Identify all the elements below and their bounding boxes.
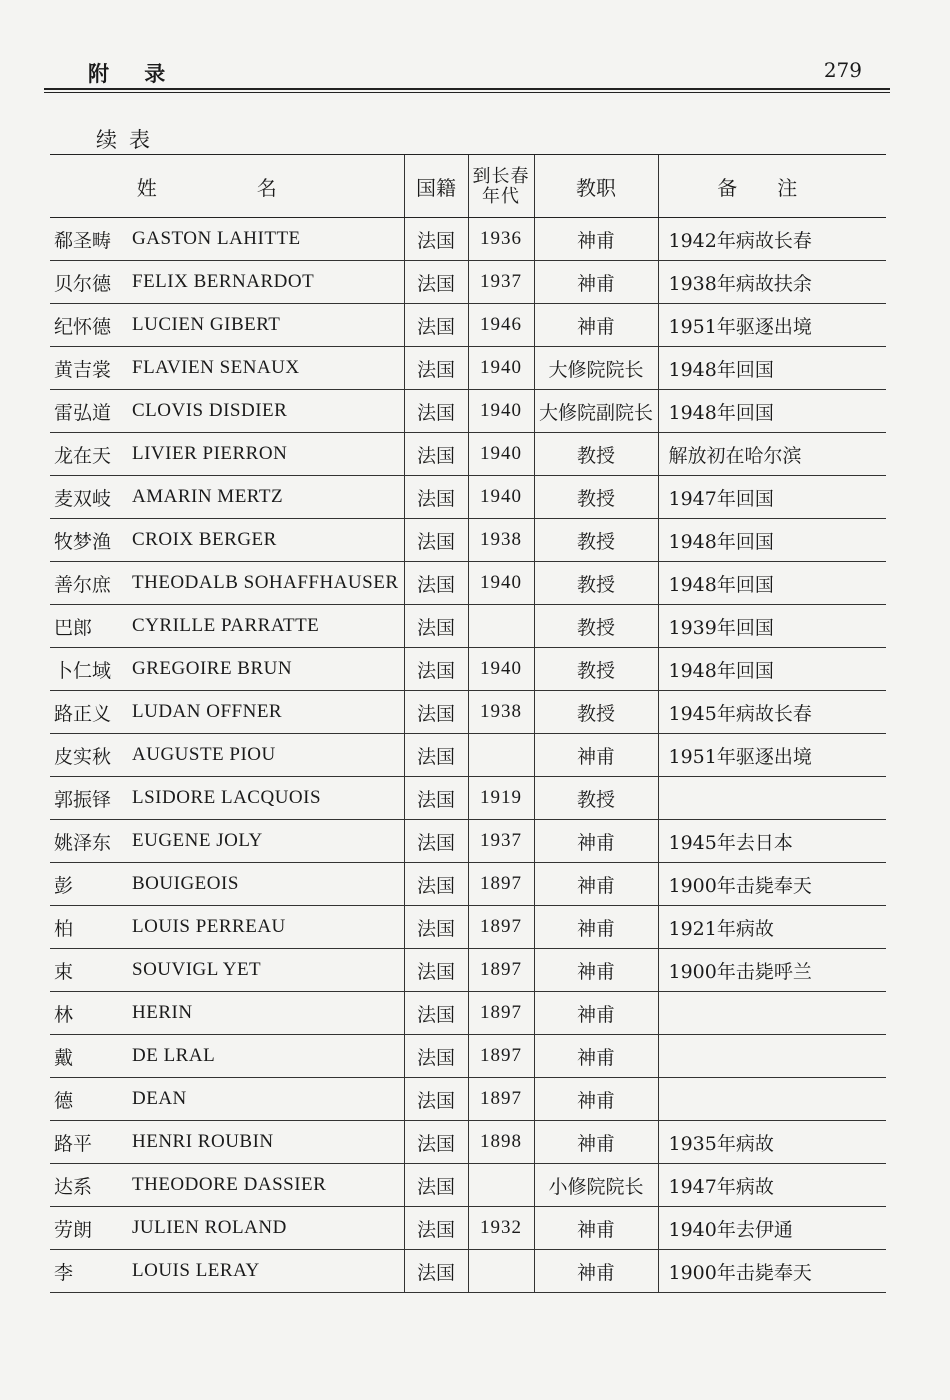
- western-name-cell: CLOVIS DISDIER: [132, 390, 404, 433]
- nationality-cell: 法国: [404, 734, 468, 777]
- arrival-year-cell: 1940: [468, 390, 534, 433]
- note-cell: 1948年回国: [658, 519, 886, 562]
- nationality-cell: 法国: [404, 562, 468, 605]
- table-row: [50, 1164, 886, 1207]
- nationality-cell: 法国: [404, 1207, 468, 1250]
- table-row: [50, 476, 886, 519]
- position-cell: 教授: [534, 433, 658, 476]
- western-name-cell: LOUIS LERAY: [132, 1250, 404, 1293]
- header-position: 教职: [534, 155, 658, 218]
- position-cell: 神甫: [534, 734, 658, 777]
- western-name-cell: FELIX BERNARDOT: [132, 261, 404, 304]
- western-name-cell: AUGUSTE PIOU: [132, 734, 404, 777]
- header-rule-thin: [44, 92, 890, 93]
- chinese-name-cell: 劳朗: [50, 1207, 132, 1250]
- chinese-name-cell: 贝尔德: [50, 261, 132, 304]
- arrival-year-cell: 1937: [468, 261, 534, 304]
- note-cell: 1951年驱逐出境: [658, 734, 886, 777]
- note-cell: 1900年击毙奉天: [658, 863, 886, 906]
- arrival-year-cell: 1940: [468, 347, 534, 390]
- position-cell: 神甫: [534, 820, 658, 863]
- note-cell: [658, 1035, 886, 1078]
- position-cell: 神甫: [534, 304, 658, 347]
- arrival-year-cell: [468, 734, 534, 777]
- table-row: [50, 218, 886, 261]
- chinese-name-cell: 路正义: [50, 691, 132, 734]
- position-cell: 教授: [534, 605, 658, 648]
- nationality-cell: 法国: [404, 261, 468, 304]
- note-cell: 1900年击毙呼兰: [658, 949, 886, 992]
- arrival-year-cell: 1940: [468, 648, 534, 691]
- chinese-name-cell: 郭振铎: [50, 777, 132, 820]
- table-row: [50, 1035, 886, 1078]
- chinese-name-cell: 雷弘道: [50, 390, 132, 433]
- running-header: [44, 58, 890, 90]
- table-row: [50, 347, 886, 390]
- arrival-year-cell: 1940: [468, 476, 534, 519]
- chinese-name-cell: 路平: [50, 1121, 132, 1164]
- chinese-name-cell: 牧梦渔: [50, 519, 132, 562]
- header-name: 姓名: [50, 155, 404, 218]
- table-row: [50, 433, 886, 476]
- position-cell: 神甫: [534, 949, 658, 992]
- arrival-year-cell: 1940: [468, 562, 534, 605]
- nationality-cell: 法国: [404, 1078, 468, 1121]
- note-cell: 1948年回国: [658, 390, 886, 433]
- chinese-name-cell: 姚泽东: [50, 820, 132, 863]
- chinese-name-cell: 彭: [50, 863, 132, 906]
- arrival-year-cell: [468, 605, 534, 648]
- table-row: [50, 734, 886, 777]
- arrival-year-cell: 1938: [468, 691, 534, 734]
- note-cell: 1940年去伊通: [658, 1207, 886, 1250]
- table-body: [50, 218, 886, 1293]
- position-cell: 教授: [534, 648, 658, 691]
- table-row: [50, 648, 886, 691]
- position-cell: 小修院院长: [534, 1164, 658, 1207]
- nationality-cell: 法国: [404, 476, 468, 519]
- position-cell: 教授: [534, 777, 658, 820]
- note-cell: 1900年击毙奉天: [658, 1250, 886, 1293]
- arrival-year-cell: 1940: [468, 433, 534, 476]
- nationality-cell: 法国: [404, 949, 468, 992]
- arrival-year-cell: 1937: [468, 820, 534, 863]
- chinese-name-cell: 卜仁域: [50, 648, 132, 691]
- nationality-cell: 法国: [404, 390, 468, 433]
- nationality-cell: 法国: [404, 648, 468, 691]
- note-cell: 1945年病故长春: [658, 691, 886, 734]
- nationality-cell: 法国: [404, 1250, 468, 1293]
- position-cell: 神甫: [534, 863, 658, 906]
- table-row: [50, 863, 886, 906]
- arrival-year-cell: 1946: [468, 304, 534, 347]
- chinese-name-cell: 郗圣畴: [50, 218, 132, 261]
- arrival-year-cell: [468, 1250, 534, 1293]
- western-name-cell: LSIDORE LACQUOIS: [132, 777, 404, 820]
- arrival-year-cell: [468, 1164, 534, 1207]
- header-year-line1: 到长春: [472, 166, 530, 186]
- header-year-line2: 年代: [482, 186, 520, 206]
- western-name-cell: GASTON LAHITTE: [132, 218, 404, 261]
- arrival-year-cell: 1897: [468, 863, 534, 906]
- western-name-cell: JULIEN ROLAND: [132, 1207, 404, 1250]
- position-cell: 神甫: [534, 1207, 658, 1250]
- nationality-cell: 法国: [404, 777, 468, 820]
- western-name-cell: AMARIN MERTZ: [132, 476, 404, 519]
- note-cell: 1948年回国: [658, 648, 886, 691]
- nationality-cell: 法国: [404, 304, 468, 347]
- table-row: [50, 691, 886, 734]
- arrival-year-cell: 1919: [468, 777, 534, 820]
- western-name-cell: LUCIEN GIBERT: [132, 304, 404, 347]
- chinese-name-cell: 达系: [50, 1164, 132, 1207]
- missionary-roster-table: [50, 154, 886, 1293]
- western-name-cell: THEODALB SOHAFFHAUSER: [132, 562, 404, 605]
- arrival-year-cell: 1897: [468, 992, 534, 1035]
- position-cell: 教授: [534, 476, 658, 519]
- western-name-cell: GREGOIRE BRUN: [132, 648, 404, 691]
- arrival-year-cell: 1936: [468, 218, 534, 261]
- note-cell: 1942年病故长春: [658, 218, 886, 261]
- arrival-year-cell: 1897: [468, 949, 534, 992]
- position-cell: 神甫: [534, 218, 658, 261]
- western-name-cell: BOUIGEOIS: [132, 863, 404, 906]
- note-cell: 1939年回国: [658, 605, 886, 648]
- western-name-cell: DE LRAL: [132, 1035, 404, 1078]
- arrival-year-cell: 1897: [468, 1035, 534, 1078]
- position-cell: 神甫: [534, 1035, 658, 1078]
- header-rule-thick: [44, 88, 890, 90]
- note-cell: 1935年病故: [658, 1121, 886, 1164]
- note-cell: 解放初在哈尔滨: [658, 433, 886, 476]
- note-cell: 1948年回国: [658, 347, 886, 390]
- nationality-cell: 法国: [404, 691, 468, 734]
- note-cell: [658, 777, 886, 820]
- position-cell: 神甫: [534, 1078, 658, 1121]
- table-row: [50, 949, 886, 992]
- chinese-name-cell: 麦双岐: [50, 476, 132, 519]
- nationality-cell: 法国: [404, 820, 468, 863]
- table-row: [50, 1121, 886, 1164]
- note-cell: 1945年去日本: [658, 820, 886, 863]
- position-cell: 神甫: [534, 1250, 658, 1293]
- western-name-cell: THEODORE DASSIER: [132, 1164, 404, 1207]
- nationality-cell: 法国: [404, 433, 468, 476]
- chinese-name-cell: 巴郎: [50, 605, 132, 648]
- nationality-cell: 法国: [404, 1035, 468, 1078]
- nationality-cell: 法国: [404, 1164, 468, 1207]
- nationality-cell: 法国: [404, 218, 468, 261]
- table-row: [50, 562, 886, 605]
- nationality-cell: 法国: [404, 1121, 468, 1164]
- chinese-name-cell: 林: [50, 992, 132, 1035]
- section-title: 附 录: [88, 61, 180, 86]
- header-year: [468, 155, 534, 218]
- table-row: [50, 1250, 886, 1293]
- note-cell: 1948年回国: [658, 562, 886, 605]
- position-cell: 教授: [534, 562, 658, 605]
- table-row: [50, 1078, 886, 1121]
- table-header: [50, 155, 886, 218]
- chinese-name-cell: 龙在天: [50, 433, 132, 476]
- position-cell: 神甫: [534, 992, 658, 1035]
- nationality-cell: 法国: [404, 347, 468, 390]
- western-name-cell: CROIX BERGER: [132, 519, 404, 562]
- position-cell: 教授: [534, 519, 658, 562]
- nationality-cell: 法国: [404, 906, 468, 949]
- arrival-year-cell: 1932: [468, 1207, 534, 1250]
- western-name-cell: SOUVIGL YET: [132, 949, 404, 992]
- position-cell: 大修院副院长: [534, 390, 658, 433]
- western-name-cell: HENRI ROUBIN: [132, 1121, 404, 1164]
- arrival-year-cell: 1938: [468, 519, 534, 562]
- western-name-cell: LUDAN OFFNER: [132, 691, 404, 734]
- nationality-cell: 法国: [404, 992, 468, 1035]
- nationality-cell: 法国: [404, 519, 468, 562]
- chinese-name-cell: 黄吉裳: [50, 347, 132, 390]
- header-note: 备注: [658, 155, 886, 218]
- arrival-year-cell: 1898: [468, 1121, 534, 1164]
- note-cell: 1938年病故扶余: [658, 261, 886, 304]
- table-row: [50, 992, 886, 1035]
- nationality-cell: 法国: [404, 605, 468, 648]
- western-name-cell: CYRILLE PARRATTE: [132, 605, 404, 648]
- western-name-cell: LOUIS PERREAU: [132, 906, 404, 949]
- arrival-year-cell: 1897: [468, 906, 534, 949]
- western-name-cell: FLAVIEN SENAUX: [132, 347, 404, 390]
- page-number: 279: [823, 58, 862, 82]
- position-cell: 大修院院长: [534, 347, 658, 390]
- note-cell: [658, 992, 886, 1035]
- chinese-name-cell: 德: [50, 1078, 132, 1121]
- chinese-name-cell: 戴: [50, 1035, 132, 1078]
- header-nationality: 国籍: [404, 155, 468, 218]
- chinese-name-cell: 柏: [50, 906, 132, 949]
- chinese-name-cell: 皮实秋: [50, 734, 132, 777]
- table-header-row: [50, 155, 886, 218]
- arrival-year-cell: 1897: [468, 1078, 534, 1121]
- position-cell: 神甫: [534, 1121, 658, 1164]
- chinese-name-cell: 善尔庶: [50, 562, 132, 605]
- table-row: [50, 390, 886, 433]
- note-cell: [658, 1078, 886, 1121]
- chinese-name-cell: 束: [50, 949, 132, 992]
- table-row: [50, 519, 886, 562]
- western-name-cell: HERIN: [132, 992, 404, 1035]
- position-cell: 神甫: [534, 906, 658, 949]
- table-row: [50, 777, 886, 820]
- western-name-cell: LIVIER PIERRON: [132, 433, 404, 476]
- table-row: [50, 820, 886, 863]
- note-cell: 1921年病故: [658, 906, 886, 949]
- chinese-name-cell: 李: [50, 1250, 132, 1293]
- note-cell: 1947年病故: [658, 1164, 886, 1207]
- nationality-cell: 法国: [404, 863, 468, 906]
- western-name-cell: EUGENE JOLY: [132, 820, 404, 863]
- position-cell: 教授: [534, 691, 658, 734]
- note-cell: 1947年回国: [658, 476, 886, 519]
- table-caption: 续表: [96, 128, 162, 152]
- note-cell: 1951年驱逐出境: [658, 304, 886, 347]
- table-row: [50, 304, 886, 347]
- chinese-name-cell: 纪怀德: [50, 304, 132, 347]
- table-row: [50, 906, 886, 949]
- western-name-cell: DEAN: [132, 1078, 404, 1121]
- table-row: [50, 1207, 886, 1250]
- table-row: [50, 605, 886, 648]
- position-cell: 神甫: [534, 261, 658, 304]
- table-row: [50, 261, 886, 304]
